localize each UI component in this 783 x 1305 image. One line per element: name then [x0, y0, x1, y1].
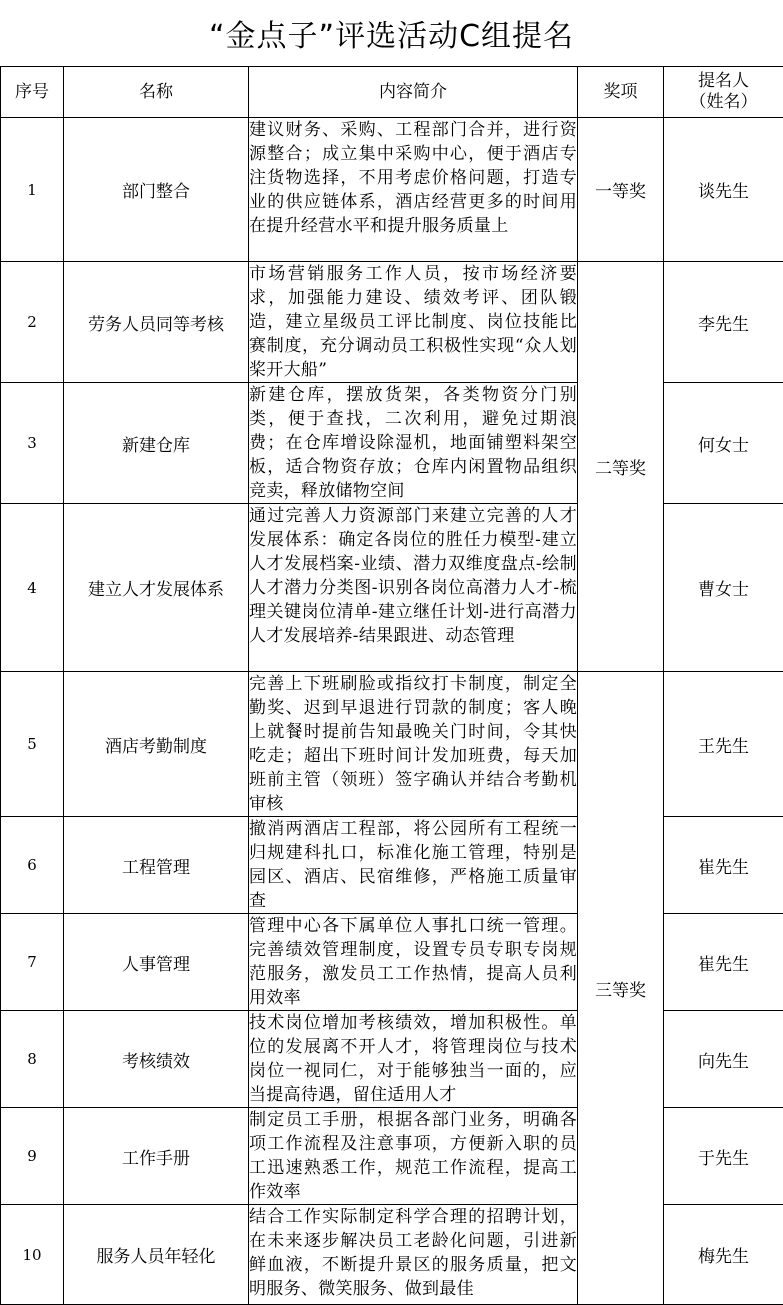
row-num: 1 — [1, 118, 64, 262]
header-desc: 内容简介 — [249, 67, 578, 118]
row-desc: 结合工作实际制定科学合理的招聘计划，在未来逐步解决员工老龄化问题，引进新鲜血液，不断提升景区的服务质量，把文明服务、微笑服务、做到最佳 — [249, 1205, 578, 1305]
row-person: 何女士 — [664, 383, 783, 504]
row-name: 劳务人员同等考核 — [64, 262, 249, 383]
row-desc: 市场营销服务工作人员，按市场经济要求，加强能力建设、绩效考评、团队锻造，建立星级员工评比制度、岗位技能比赛制度，充分调动员工积极性实现“众人划桨开大船” — [249, 262, 578, 383]
row-person: 于先生 — [664, 1108, 783, 1205]
row-num: 8 — [1, 1011, 64, 1108]
header-award: 奖项 — [578, 67, 664, 118]
row-name: 建立人才发展体系 — [64, 504, 249, 672]
row-desc: 新建仓库，摆放货架，各类物资分门别类，便于查找，二次利用，避免过期浪费；在仓库增设除湿机，地面铺塑料架空板，适合物资存放；仓库内闲置物品组织竞卖，释放储物空间 — [249, 383, 578, 504]
row-num: 5 — [1, 672, 64, 817]
row-person: 李先生 — [664, 262, 783, 383]
header-num: 序号 — [1, 67, 64, 118]
table-row — [1, 262, 783, 383]
table-row — [1, 1108, 783, 1205]
header-name: 名称 — [64, 67, 249, 118]
row-person: 崔先生 — [664, 817, 783, 914]
row-desc: 管理中心各下属单位人事扎口统一管理。完善绩效管理制度，设置专员专职专岗规范服务，激发员工工作热情，提高人员利用效率 — [249, 914, 578, 1011]
row-num: 3 — [1, 383, 64, 504]
row-desc: 完善上下班刷脸或指纹打卡制度，制定全勤奖、迟到早退进行罚款的制度；客人晚上就餐时提前告知最晚关门时间，令其快吃走；超出下班时间计发加班费，每天加班前主管（领班）签字确认并结合考勤机审核 — [249, 672, 578, 817]
table-row — [1, 1011, 783, 1108]
row-desc: 撤消两酒店工程部，将公园所有工程统一归规建科扎口，标准化施工管理，特别是园区、酒店、民宿维修，严格施工质量审查 — [249, 817, 578, 914]
row-num: 10 — [1, 1205, 64, 1305]
header-person — [664, 67, 783, 118]
nomination-table — [0, 66, 783, 1305]
row-desc: 技术岗位增加考核绩效，增加积极性。单位的发展离不开人才，将管理岗位与技术岗位一视同仁，对于能够独当一面的，应当提高待遇，留住适用人才 — [249, 1011, 578, 1108]
row-person: 王先生 — [664, 672, 783, 817]
row-desc: 建议财务、采购、工程部门合并，进行资源整合；成立集中采购中心，便于酒店专注货物选择，不用考虑价格问题，打造专业的供应链体系，酒店经营更多的时间用在提升经营水平和提升服务质量上 — [249, 118, 578, 262]
award-first: 一等奖 — [578, 118, 664, 262]
row-person: 梅先生 — [664, 1205, 783, 1305]
row-name: 酒店考勤制度 — [64, 672, 249, 817]
row-num: 2 — [1, 262, 64, 383]
table-row — [1, 1205, 783, 1305]
row-name: 部门整合 — [64, 118, 249, 262]
header-row — [1, 67, 783, 118]
row-name: 人事管理 — [64, 914, 249, 1011]
row-person: 崔先生 — [664, 914, 783, 1011]
table-row — [1, 672, 783, 817]
row-name: 工作手册 — [64, 1108, 249, 1205]
award-third: 三等奖 — [578, 672, 664, 1305]
table-row — [1, 504, 783, 672]
row-person: 曹女士 — [664, 504, 783, 672]
table-row — [1, 118, 783, 262]
header-person-line1: 提名人 — [698, 71, 749, 91]
table-row — [1, 383, 783, 504]
row-name: 工程管理 — [64, 817, 249, 914]
row-desc: 通过完善人力资源部门来建立完善的人才发展体系：确定各岗位的胜任力模型-建立人才发展档案-业绩、潜力双维度盘点-绘制人才潜力分类图-识别各岗位高潜力人才-梳理关键岗位清单-建立继任计划-进行高潜力人才发展培养-结果跟进、动态管理 — [249, 504, 578, 672]
row-name: 新建仓库 — [64, 383, 249, 504]
header-person-line2: （姓名） — [690, 92, 758, 112]
page-title: “金点子”评选活动C组提名 — [0, 0, 783, 66]
row-person: 谈先生 — [664, 118, 783, 262]
table-row — [1, 817, 783, 914]
row-num: 6 — [1, 817, 64, 914]
row-num: 4 — [1, 504, 64, 672]
row-person: 向先生 — [664, 1011, 783, 1108]
row-desc: 制定员工手册，根据各部门业务，明确各项工作流程及注意事项，方便新入职的员工迅速熟悉工作，规范工作流程，提高工作效率 — [249, 1108, 578, 1205]
row-num: 9 — [1, 1108, 64, 1205]
award-second: 二等奖 — [578, 262, 664, 672]
row-num: 7 — [1, 914, 64, 1011]
row-name: 服务人员年轻化 — [64, 1205, 249, 1305]
table-row — [1, 914, 783, 1011]
row-name: 考核绩效 — [64, 1011, 249, 1108]
